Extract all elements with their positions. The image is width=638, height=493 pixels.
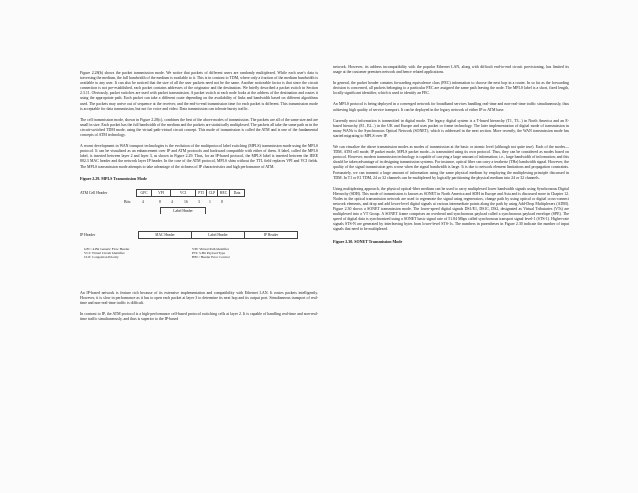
legend-right <box>192 247 230 260</box>
paragraph-network-usage: network. However, its address incompatibility with the popular Ethernet LAN, along with difficult end-to-end circuit provisioning, has limited its usage at the customer premises network and hence related applications. <box>333 65 569 75</box>
paragraph-mpls: A recent development in WAN transport technologies is the evolution of the multiprotocol label switching (MPLS) transmission mode using the MPLS protocol. It can be visualized as an enhancement over IP and ATM protocols and backward compatible with either of them. A label, called the MPLS label, is inserted between layer 2 and layer 3, as shown in Figure 2.29. Thus, for an IP-based protocol, the MPLS label is inserted between the IEEE 802.3 MAC header and the network layer IP header. In the case of the ATM protocol, MPLS shim without the TTL field replaces VPI and VCI fields. The MPLS transmission mode attempts to take advantage of the richness of IP characteristics and high performance of ATM. <box>80 144 318 169</box>
field-vpi: VPI <box>151 189 171 197</box>
legend-left <box>84 247 129 260</box>
ip-label-header-box: Label Header <box>191 231 245 239</box>
bits-label: Bits: <box>124 199 132 204</box>
field-hec: HEC <box>217 189 230 197</box>
bits-vci-a: 4 <box>171 199 173 204</box>
figure-2-30-caption: Figure 2.30. SONET Transmission Mode <box>333 238 403 244</box>
legend-vpi: VPI: Virtual Path Identifier <box>192 246 229 251</box>
paragraph-atm-contrast: In contrast to IP, the ATM protocol is a high-performance cell-based protocol switching cells at layer 2. It is capable of handling real-time and non-real-time traffic simultaneously, and thus is superior to the IP-based <box>80 311 318 321</box>
paragraph-sonet: Using multiplexing approach, the physical optical-fiber medium can be used to carry multiplexed lower bandwidth signals using Synchronous Digital Hierarchy (SDH). This mode of transmission is known as SONET in North America and SDH in Europe and Asia and is discussed more in Chapter 12. Nodes in the optical transmission network are used to regenerate the signal using regenerators, change path by using optical or digital cross-connect network elements, and drop and add lower-level digital signals at various intermediate points along the path by using Add-Drop Multiplexers (ADM). Figure 2.30 shows a SONET transmission mode. The lower-speed digital signals DS1/E1, DS1C, DS2, designated as Virtual Tributaries (VTs) are multiplexed into a VT Group. A SONET frame comprises an overhead and synchronous payload called a synchronous payload envelope (SPE). The speed of digital data is synchronized using a SONET basic signal rate of 51.84 Mbps called synchronous transport signal level-1 (STS-1). Higher-rate signals STS-N are generated by interleaving bytes from lower-level STS-1s. The numbers in parentheses in Figure 2.30 indicate the number of input signals that need to be multiplexed. <box>333 186 569 232</box>
left-column <box>80 0 318 493</box>
field-data: Data <box>229 189 245 197</box>
paragraph-packet-mode: Figure 2.28(b) shows the packet transmission mode. We notice that packets of different users are randomly multiplexed. While each user's data is traversing the medium, the full bandwidth of the medium is available to it. This is in contrast to TDM, where only a fraction of the medium bandwidth is available to any user. It can also be noticed that the size of all the user packets need not be the same. Another noticeable factor is that since the circuit connection is not pre-established, each packet contains addresses of the originator and the destination. We briefly described a packet switch in Section 2.3.11. Obviously, packet switches are used with packet transmission. A packet switch at each node looks at the address of the destination and routes it using the appropriate path. Each packet can take a different route depending on the availability of links and bandwidth based on different algorithms used. The packets may arrive out of sequence at the receiver, and the end-to-end transmission time for each packet is different. This transmission mode is acceptable for data transmission, but not for voice and video. Data transmission can tolerate bursty traffic. <box>80 71 318 111</box>
field-clp: CLP <box>206 189 218 197</box>
paragraph-fec: In general, the packet header contains forwarding equivalence class (FEC) information to choose the next hop in a router. In so far as the forwarding decision is concerned, all packets belonging to a particular FEC are assigned the same path leaving the node. The MPLS label is a short, fixed length, locally significant identifier, which is used to identify an FEC. <box>333 81 569 96</box>
field-vci: VCI <box>170 189 196 197</box>
figure-2-29-caption: Figure 2.29. MPLS Transmission Mode <box>80 175 147 181</box>
legend-hec: HEC: Header Error Control <box>192 255 230 260</box>
paragraph-modes-atomic: We can visualize the above transmission modes as modes of transmission at the basic or atomic level (although not quite true). Each of the modes—TDM, ATM cell mode, IP packet mode, MPLS packet mode—is transmitted using its own protocol. Thus, they can be considered as modes based on protocol. However, modern transmission technology is capable of carrying a large amount of information; i.e., large bandwidth of information; and this should be taken advantage of in designing transmission systems. For instance, optical fiber can carry a terahertz (THz) bandwidth signal. However, the quality of the signal transmission gets worse when the signal bandwidth is large. It is due to network element limitations and propagation constraints. Fortunately, we can transmit a large amount of information using the same physical medium by employing the multiplexing principle discussed in TDM. In T1 or E1 TDM, 24 or 32 channels can be multiplexed by logically partitioning the physical medium into 24 or 32 channels. <box>333 145 569 180</box>
ip-ip-header-box: IP Header <box>244 231 298 239</box>
field-pti: PTI <box>195 189 207 197</box>
ip-header-label: IP Header <box>80 232 96 237</box>
bits-hec: 8 <box>221 199 223 204</box>
atm-header-label: ATM Cell Header <box>80 190 108 195</box>
legend-gfc: GFC: 4-Bit Generic Flow Header <box>84 246 130 251</box>
bits-vpi: 8 <box>159 199 161 204</box>
legend-vci: VCI: Virtual Circuit Identifier <box>84 250 125 255</box>
paragraph-cell-mode: The cell transmission mode, shown in Figure 2.28(c), combines the best of the above modes of transmission. The packets are all of the same size and are small in size. Each packet has the full bandwidth of the medium and the packets are statistically multiplexed. The packets all take the same path as in the circuit-switched TDM mode, using the virtual path-virtual circuit concept. This mode of transmission is called the ATM and is one of the fundamental concepts of ATM technology. <box>80 117 318 138</box>
bits-vci-b: 16 <box>184 199 188 204</box>
paragraph-digital-mode: Currently most information is transmitted in digital mode. The legacy digital system is a T-based hierarchy (T1, T3...) in North America and an E-based hierarchy (E1, E2...) in the UK and Europe and uses packet or frame technology. The later implementation of digital mode of transmission in many WANs is the Synchronous Optical Network (SONET), which is addressed in the next section. More recently, the WAN transmission mode has started migrating to MPLS over IP. <box>333 118 569 138</box>
field-gfc: GFC <box>136 189 152 197</box>
paragraph-mpls-deploy: An MPLS protocol is being deployed in a converged network for broadband services handling real-time and non-real-time traffic simultaneously, thus achieving high quality of service transport. It can be deployed in the legacy network of either IP or ATM base. <box>333 102 569 112</box>
paragraph-ip-network: An IP-based network is feature rich because of its extensive implementation and compatibility with Ethernet LAN. It routes packets intelligently. However, it is slow in performance as it has to open each packet at layer 3 to determine its next hop and its output port. Simultaneous transport of real-time and non-real-time traffic is difficult. <box>80 290 318 305</box>
ip-mac-header-box: MAC Header <box>138 231 192 239</box>
mpls-figure <box>80 185 318 281</box>
legend-pti: PTI: 3-Bit Payload Type <box>192 250 226 255</box>
legend-clp: CLP: Congestion Priority <box>84 255 119 260</box>
bits-pti: 3 <box>198 199 200 204</box>
right-column <box>333 0 569 493</box>
bits-clp: 1 <box>209 199 211 204</box>
label-header-bracket: Label Header <box>160 207 206 214</box>
bits-gfc: 4 <box>142 199 144 204</box>
